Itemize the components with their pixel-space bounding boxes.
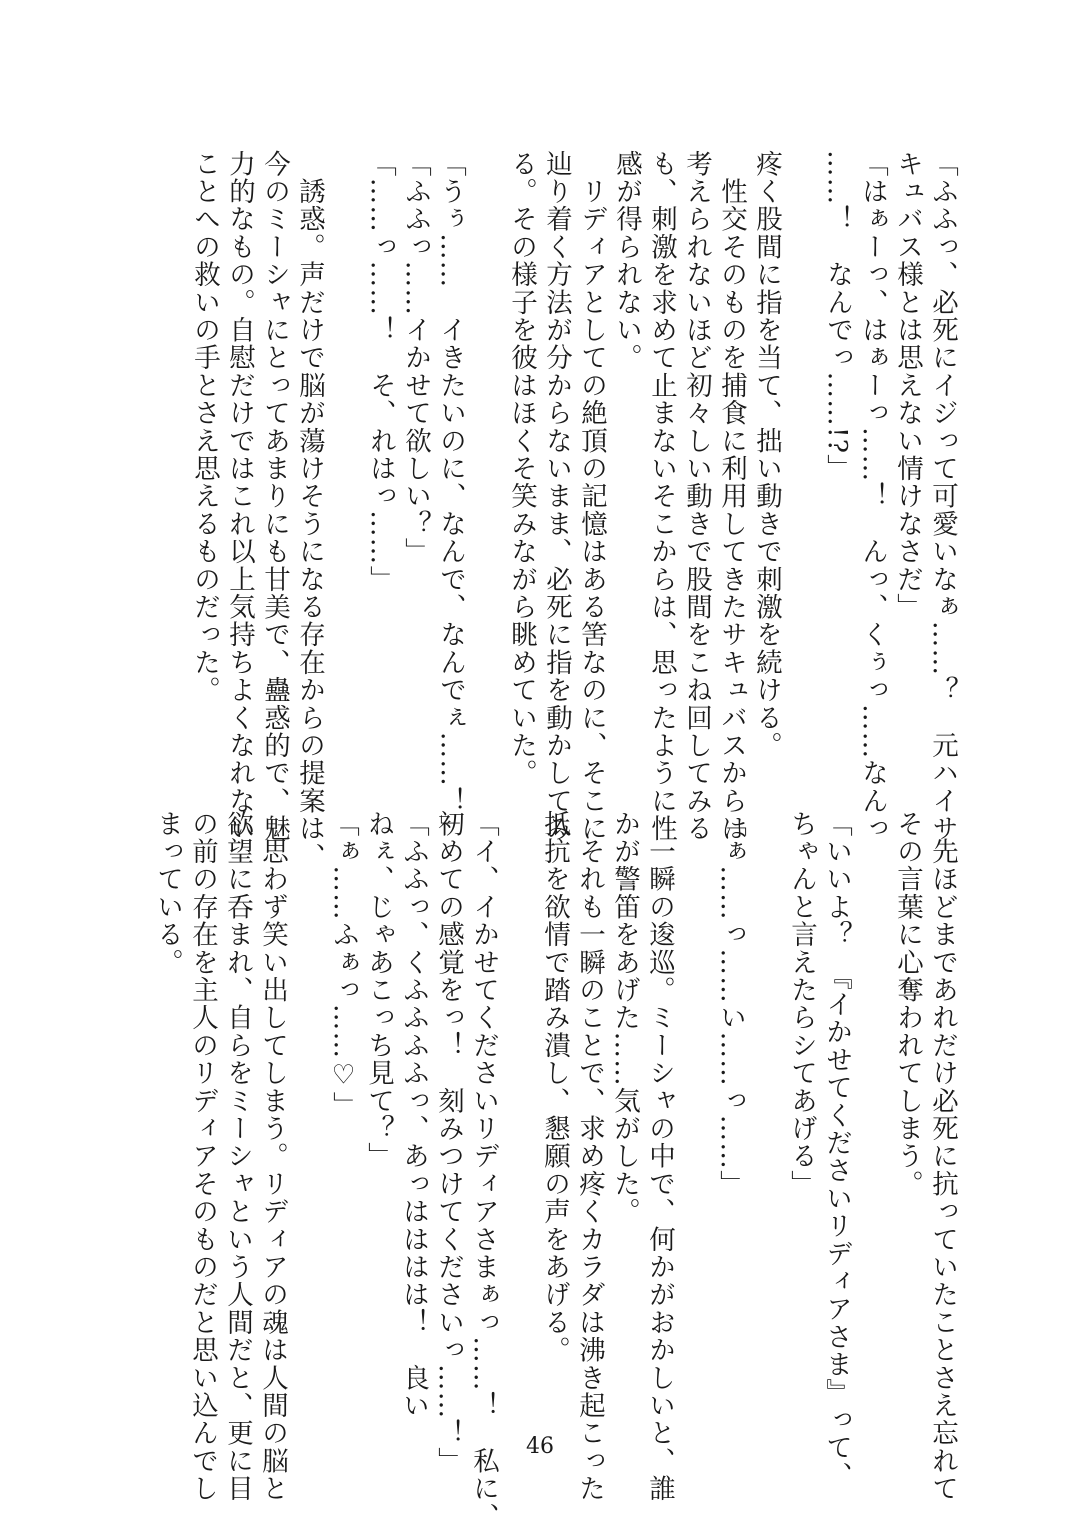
- text-line: ちゃんと言えたらシてあげる」: [786, 810, 817, 1198]
- text-line: 先ほどまであれだけ必死に抗っていたことさえ忘れて: [927, 810, 958, 1503]
- text-line: 抵抗を欲情で踏み潰し、懇願の声をあげる。: [539, 810, 570, 1364]
- text-line: 「ぁ……っ……い……っ……」: [715, 810, 746, 1198]
- text-line: 思わず笑い出してしまう。リディアの魂は人間の脳と: [257, 810, 288, 1503]
- text-line: その言葉に心奪われてしまう。: [892, 810, 923, 1198]
- text-line: 欲望に呑まれ、自らをミーシャという人間だと、更に目: [222, 810, 253, 1503]
- text-line: 「いいよ？ 『イかせてくださいリディアさま』って、: [821, 810, 852, 1490]
- text-line: 疼く股間に指を当て、拙い動きで刺激を続ける。: [751, 150, 782, 760]
- text-line: 性交そのものを捕食に利用してきたサキュバスからは: [716, 150, 747, 843]
- text-line: ……！ なんでっ……!?」: [822, 150, 853, 482]
- paragraph-gap: [784, 150, 820, 750]
- upper-text-block: [130, 150, 960, 871]
- text-line: 初めての感覚をっ！ 刻みつけてくださいっ……！」: [433, 810, 464, 1475]
- text-line: ことへの救いの手とさえ思えるものだった。: [189, 150, 220, 704]
- text-line: 「……っ……！ そ、れはっ……」: [365, 150, 396, 594]
- text-line: 「イ、イかせてくださいリディアさまぁっ……！ 私に、: [468, 810, 499, 1530]
- text-line: 「うぅ…… イきたいのに、なんで、なんでぇ……！」: [435, 150, 466, 843]
- paragraph-gap: [677, 810, 713, 1410]
- text-line: 今のミーシャにとってあまりにも甘美で、蠱惑的で、魅: [259, 150, 290, 843]
- text-line: 力的なもの。自慰だけではこれ以上気持ちよくなれない: [224, 150, 255, 843]
- text-line: まっている。: [152, 810, 183, 977]
- text-line: 誘惑。声だけで脳が蕩けそうになる存在からの提案は、: [294, 150, 325, 871]
- text-line: 考えられないほど初々しい動きで股間をこね回してみる: [681, 150, 712, 843]
- text-line: 「ふふっ……イかせて欲しい？」: [400, 150, 431, 566]
- text-line: 辿り着く方法が分からないまま、必死に指を動かしてみ: [541, 150, 572, 843]
- text-line: 「ふふっ、くふふふふっ、あっはははは！ 良い: [398, 810, 429, 1420]
- paragraph-gap: [327, 150, 363, 750]
- text-line: 「ふふっ、必死にイジって可愛いなぁ……？ 元ハイサ: [927, 150, 958, 843]
- text-line: ねぇ、じゃあこっち見て？」: [363, 810, 394, 1171]
- text-line: 「ぁ……ふぁっ……♡」: [328, 810, 359, 1120]
- paragraph-gap: [854, 810, 890, 1410]
- paragraph-gap: [501, 810, 537, 1410]
- text-line: リディアとしての絶頂の記憶はある筈なのに、そこに: [576, 150, 607, 843]
- paragraph-gap: [290, 810, 326, 1410]
- paragraph-gap: [748, 810, 784, 1410]
- text-line: る。その様子を彼はほくそ笑みながら眺めていた。: [506, 150, 537, 788]
- text-line: も、刺激を求めて止まないそこからは、思ったように性: [646, 150, 677, 843]
- text-line: 感が得られない。: [611, 150, 642, 372]
- text-line: かが警笛をあげた……気がした。: [609, 810, 640, 1226]
- text-line: 一瞬の逡巡。ミーシャの中で、何かがおかしいと、誰: [644, 810, 675, 1503]
- text-line: 「はぁーっ、はぁーっ……！ んっ、くぅっ……なんっ: [857, 150, 888, 843]
- text-line: それも一瞬のことで、求め疼くカラダは沸き起こった: [574, 810, 605, 1503]
- text-line: キュバス様とは思えない情けなさだ」: [892, 150, 923, 621]
- page-number: 46: [526, 1434, 554, 1459]
- paragraph-gap: [468, 150, 504, 750]
- text-line: の前の存在を主人のリディアそのものだと思い込んでし: [187, 810, 218, 1503]
